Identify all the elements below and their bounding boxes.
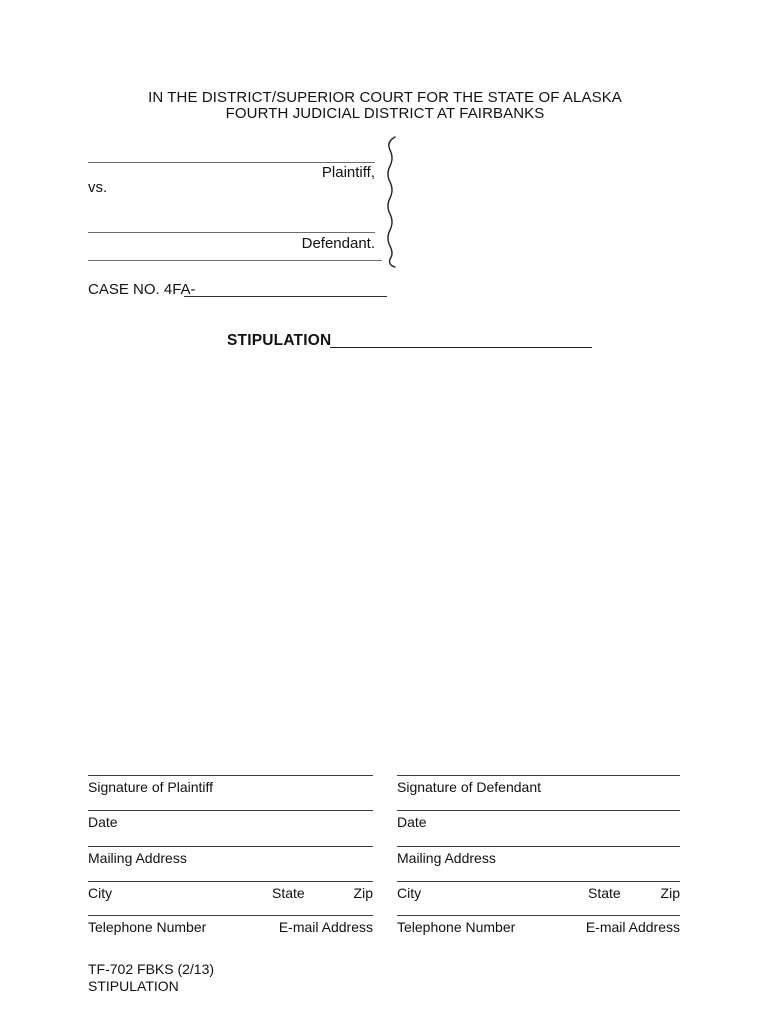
defendant-date-label: Date — [397, 814, 427, 830]
defendant-state-label: State — [588, 885, 621, 901]
defendant-phone-email-field[interactable] — [397, 915, 680, 937]
plaintiff-mailing-address-label: Mailing Address — [88, 850, 187, 866]
defendant-phone-label: Telephone Number — [397, 919, 516, 935]
plaintiff-mailing-address-field[interactable] — [88, 846, 373, 868]
defendant-email-label: E-mail Address — [585, 919, 680, 935]
caption-bracket-icon — [381, 135, 397, 274]
defendant-signature-label: Signature of Defendant — [397, 779, 541, 795]
plaintiff-signature-label: Signature of Plaintiff — [88, 779, 214, 795]
defendant-signature-field[interactable] — [397, 775, 680, 797]
plaintiff-date-label: Date — [88, 814, 118, 830]
court-header-line1: IN THE DISTRICT/SUPERIOR COURT FOR THE STATE OF ALASKA — [148, 89, 622, 106]
defendant-city-state-zip-field[interactable] — [397, 881, 680, 903]
plaintiff-city-state-zip-field[interactable] — [88, 881, 373, 903]
plaintiff-zip-label: Zip — [353, 885, 373, 901]
plaintiff-phone-email-field[interactable] — [88, 915, 373, 937]
caption-extra-field[interactable] — [88, 260, 382, 274]
plaintiff-phone-label: Telephone Number — [88, 919, 207, 935]
defendant-label: Defendant. — [301, 235, 375, 252]
case-number-label: CASE NO. 4FA- — [88, 281, 196, 298]
plaintiff-label: Plaintiff, — [321, 164, 375, 181]
defendant-city-label: City — [397, 885, 422, 901]
form-footer — [88, 961, 214, 994]
plaintiff-date-field[interactable] — [88, 810, 373, 832]
defendant-mailing-address-field[interactable] — [397, 846, 680, 868]
plaintiff-signature-field[interactable] — [88, 775, 373, 797]
document-title: STIPULATION — [227, 332, 332, 349]
case-number-field[interactable] — [184, 283, 387, 297]
defendant-date-field[interactable] — [397, 810, 680, 832]
plaintiff-email-label: E-mail Address — [278, 919, 373, 935]
defendant-mailing-address-label: Mailing Address — [397, 850, 496, 866]
plaintiff-city-label: City — [88, 885, 113, 901]
plaintiff-state-label: State — [272, 885, 305, 901]
court-header — [0, 90, 770, 122]
defendant-zip-label: Zip — [660, 885, 680, 901]
form-number: TF-702 FBKS (2/13) — [88, 961, 215, 977]
form-title: STIPULATION — [88, 977, 179, 994]
document-title-field[interactable] — [330, 334, 592, 348]
vs-label: vs. — [88, 179, 108, 196]
court-header-line2: FOURTH JUDICIAL DISTRICT AT FAIRBANKS — [225, 105, 545, 122]
